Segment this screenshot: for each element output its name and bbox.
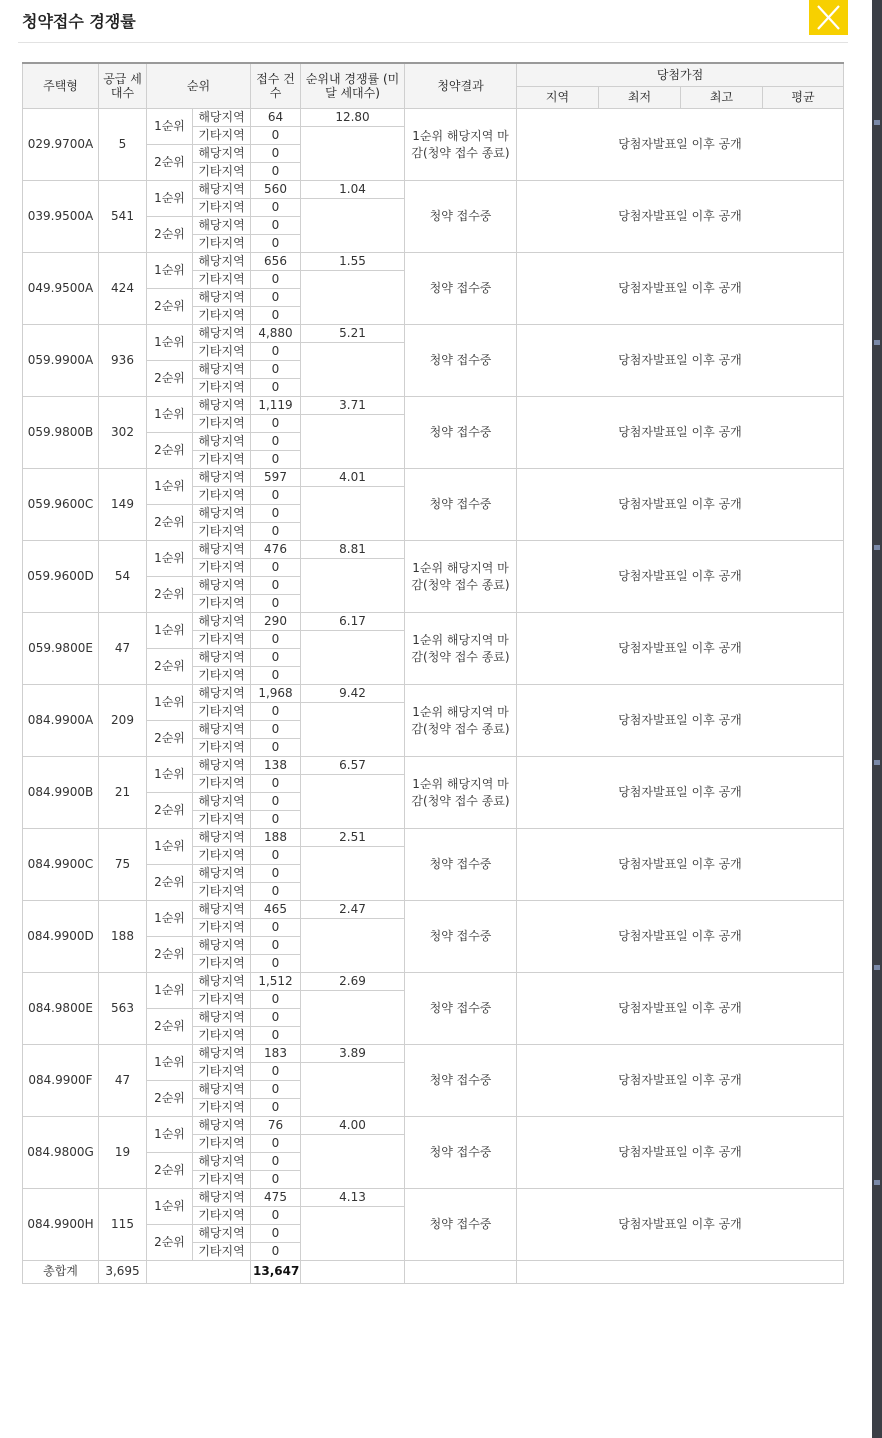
competition-ratio: 8.81	[301, 541, 405, 559]
rank-2-label: 2순위	[147, 793, 193, 829]
count-rank2-local: 0	[251, 577, 301, 595]
area-local: 해당지역	[193, 469, 251, 487]
ratio-empty	[301, 1207, 405, 1261]
count-rank2-other: 0	[251, 379, 301, 397]
housing-type: 059.9900A	[23, 325, 99, 397]
count-rank2-local: 0	[251, 505, 301, 523]
supply-count: 115	[99, 1189, 147, 1261]
area-other: 기타지역	[193, 163, 251, 181]
supply-count: 188	[99, 901, 147, 973]
winning-score-note: 당첨자발표일 이후 공개	[517, 181, 844, 253]
title-divider	[18, 42, 848, 43]
area-local: 해당지역	[193, 217, 251, 235]
area-other: 기타지역	[193, 1171, 251, 1189]
table-row	[23, 397, 844, 415]
competition-ratio: 4.13	[301, 1189, 405, 1207]
area-local: 해당지역	[193, 901, 251, 919]
winning-score-note: 당첨자발표일 이후 공개	[517, 685, 844, 757]
winning-score-note: 당첨자발표일 이후 공개	[517, 1189, 844, 1261]
housing-type: 084.9800G	[23, 1117, 99, 1189]
area-other: 기타지역	[193, 415, 251, 433]
count-rank1-local: 1,512	[251, 973, 301, 991]
competition-ratio: 4.01	[301, 469, 405, 487]
count-rank2-other: 0	[251, 1171, 301, 1189]
ratio-empty	[301, 487, 405, 541]
count-rank2-other: 0	[251, 667, 301, 685]
table-row	[23, 1189, 844, 1207]
ratio-empty	[301, 919, 405, 973]
count-rank1-other: 0	[251, 1207, 301, 1225]
area-other: 기타지역	[193, 631, 251, 649]
rank-1-label: 1순위	[147, 901, 193, 937]
rank-1-label: 1순위	[147, 253, 193, 289]
rank-1-label: 1순위	[147, 829, 193, 865]
area-other: 기타지역	[193, 1135, 251, 1153]
area-local: 해당지역	[193, 1117, 251, 1135]
area-other: 기타지역	[193, 559, 251, 577]
supply-count: 936	[99, 325, 147, 397]
housing-type: 084.9800E	[23, 973, 99, 1045]
area-local: 해당지역	[193, 1009, 251, 1027]
competition-ratio: 6.17	[301, 613, 405, 631]
rank-2-label: 2순위	[147, 433, 193, 469]
area-other: 기타지역	[193, 271, 251, 289]
area-other: 기타지역	[193, 235, 251, 253]
table-row	[23, 1045, 844, 1063]
area-other: 기타지역	[193, 739, 251, 757]
area-other: 기타지역	[193, 127, 251, 145]
header-rank: 순위	[147, 63, 251, 109]
ratio-empty	[301, 559, 405, 613]
table-row	[23, 613, 844, 631]
area-other: 기타지역	[193, 1063, 251, 1081]
rank-1-label: 1순위	[147, 1117, 193, 1153]
total-ratio-empty	[301, 1261, 405, 1284]
supply-count: 47	[99, 1045, 147, 1117]
count-rank2-local: 0	[251, 937, 301, 955]
area-local: 해당지역	[193, 361, 251, 379]
supply-count: 209	[99, 685, 147, 757]
count-rank2-other: 0	[251, 1099, 301, 1117]
area-local: 해당지역	[193, 649, 251, 667]
area-other: 기타지역	[193, 1099, 251, 1117]
area-other: 기타지역	[193, 595, 251, 613]
table-row	[23, 757, 844, 775]
subscription-result: 1순위 해당지역 마감(청약 접수 종료)	[405, 613, 517, 685]
total-score-empty	[517, 1261, 844, 1284]
rank-2-label: 2순위	[147, 361, 193, 397]
count-rank2-local: 0	[251, 289, 301, 307]
rank-2-label: 2순위	[147, 289, 193, 325]
winning-score-note: 당첨자발표일 이후 공개	[517, 829, 844, 901]
ratio-empty	[301, 703, 405, 757]
rank-2-label: 2순위	[147, 1081, 193, 1117]
housing-type: 084.9900B	[23, 757, 99, 829]
count-rank1-local: 64	[251, 109, 301, 127]
count-rank2-local: 0	[251, 433, 301, 451]
area-other: 기타지역	[193, 703, 251, 721]
rank-2-label: 2순위	[147, 217, 193, 253]
count-rank1-local: 475	[251, 1189, 301, 1207]
rank-2-label: 2순위	[147, 937, 193, 973]
subscription-result: 청약 접수중	[405, 253, 517, 325]
subscription-result: 청약 접수중	[405, 325, 517, 397]
count-rank2-local: 0	[251, 361, 301, 379]
area-other: 기타지역	[193, 343, 251, 361]
area-local: 해당지역	[193, 613, 251, 631]
count-rank2-local: 0	[251, 1225, 301, 1243]
total-applicants: 13,647	[251, 1261, 301, 1284]
supply-count: 563	[99, 973, 147, 1045]
area-local: 해당지역	[193, 577, 251, 595]
rank-2-label: 2순위	[147, 1153, 193, 1189]
area-local: 해당지역	[193, 541, 251, 559]
area-other: 기타지역	[193, 451, 251, 469]
subscription-result: 1순위 해당지역 마감(청약 접수 종료)	[405, 109, 517, 181]
table-row	[23, 109, 844, 127]
table-body	[23, 109, 844, 1261]
table-row	[23, 541, 844, 559]
rank-2-label: 2순위	[147, 1009, 193, 1045]
area-other: 기타지역	[193, 667, 251, 685]
housing-type: 084.9900C	[23, 829, 99, 901]
competition-ratio: 9.42	[301, 685, 405, 703]
count-rank2-local: 0	[251, 1009, 301, 1027]
housing-type: 059.9800E	[23, 613, 99, 685]
count-rank2-local: 0	[251, 865, 301, 883]
rank-2-label: 2순위	[147, 145, 193, 181]
housing-type: 049.9500A	[23, 253, 99, 325]
area-other: 기타지역	[193, 379, 251, 397]
count-rank2-other: 0	[251, 1243, 301, 1261]
header-result: 청약결과	[405, 63, 517, 109]
count-rank2-other: 0	[251, 1027, 301, 1045]
count-rank2-other: 0	[251, 955, 301, 973]
housing-type: 059.9600D	[23, 541, 99, 613]
table-row	[23, 325, 844, 343]
ratio-empty	[301, 199, 405, 253]
area-other: 기타지역	[193, 919, 251, 937]
winning-score-note: 당첨자발표일 이후 공개	[517, 469, 844, 541]
count-rank1-local: 290	[251, 613, 301, 631]
modal-title: 청약접수 경쟁률	[22, 12, 136, 31]
rank-2-label: 2순위	[147, 1225, 193, 1261]
count-rank1-other: 0	[251, 127, 301, 145]
area-local: 해당지역	[193, 793, 251, 811]
header-applicants: 접수 건수	[251, 63, 301, 109]
housing-type: 084.9900A	[23, 685, 99, 757]
area-local: 해당지역	[193, 145, 251, 163]
rank-1-label: 1순위	[147, 973, 193, 1009]
winning-score-note: 당첨자발표일 이후 공개	[517, 397, 844, 469]
winning-score-note: 당첨자발표일 이후 공개	[517, 325, 844, 397]
count-rank1-local: 560	[251, 181, 301, 199]
table-row	[23, 1117, 844, 1135]
count-rank1-local: 1,968	[251, 685, 301, 703]
subscription-result: 청약 접수중	[405, 829, 517, 901]
subscription-result: 청약 접수중	[405, 1189, 517, 1261]
housing-type: 059.9600C	[23, 469, 99, 541]
rank-2-label: 2순위	[147, 577, 193, 613]
rank-2-label: 2순위	[147, 649, 193, 685]
header-min: 최저	[599, 87, 681, 109]
competition-ratio: 2.47	[301, 901, 405, 919]
ratio-empty	[301, 775, 405, 829]
area-local: 해당지역	[193, 253, 251, 271]
total-label: 총합계	[23, 1261, 99, 1284]
ratio-empty	[301, 847, 405, 901]
subscription-result: 청약 접수중	[405, 1117, 517, 1189]
count-rank1-local: 656	[251, 253, 301, 271]
housing-type: 039.9500A	[23, 181, 99, 253]
ratio-empty	[301, 343, 405, 397]
count-rank1-other: 0	[251, 1135, 301, 1153]
rank-1-label: 1순위	[147, 613, 193, 649]
supply-count: 19	[99, 1117, 147, 1189]
supply-count: 424	[99, 253, 147, 325]
area-local: 해당지역	[193, 829, 251, 847]
supply-count: 47	[99, 613, 147, 685]
area-local: 해당지역	[193, 865, 251, 883]
count-rank1-other: 0	[251, 775, 301, 793]
housing-type: 084.9900D	[23, 901, 99, 973]
subscription-result: 1순위 해당지역 마감(청약 접수 종료)	[405, 685, 517, 757]
count-rank1-local: 4,880	[251, 325, 301, 343]
total-result-empty	[405, 1261, 517, 1284]
area-other: 기타지역	[193, 991, 251, 1009]
competition-ratio: 1.04	[301, 181, 405, 199]
count-rank1-other: 0	[251, 487, 301, 505]
supply-count: 5	[99, 109, 147, 181]
table-row	[23, 901, 844, 919]
competition-ratio: 3.89	[301, 1045, 405, 1063]
subscription-result: 청약 접수중	[405, 397, 517, 469]
close-button[interactable]	[809, 0, 848, 35]
housing-type: 029.9700A	[23, 109, 99, 181]
count-rank1-other: 0	[251, 271, 301, 289]
rank-1-label: 1순위	[147, 325, 193, 361]
header-type: 주택형	[23, 63, 99, 109]
table-row	[23, 253, 844, 271]
count-rank2-other: 0	[251, 883, 301, 901]
count-rank1-other: 0	[251, 919, 301, 937]
count-rank1-other: 0	[251, 847, 301, 865]
winning-score-note: 당첨자발표일 이후 공개	[517, 1117, 844, 1189]
count-rank1-other: 0	[251, 415, 301, 433]
ratio-empty	[301, 1135, 405, 1189]
count-rank2-local: 0	[251, 1153, 301, 1171]
area-local: 해당지역	[193, 325, 251, 343]
table-row	[23, 469, 844, 487]
ratio-empty	[301, 631, 405, 685]
count-rank2-other: 0	[251, 523, 301, 541]
count-rank1-other: 0	[251, 343, 301, 361]
competition-ratio: 2.51	[301, 829, 405, 847]
count-rank2-local: 0	[251, 1081, 301, 1099]
header-ratio: 순위내 경쟁률 (미달 세대수)	[301, 63, 405, 109]
count-rank1-local: 138	[251, 757, 301, 775]
supply-count: 54	[99, 541, 147, 613]
count-rank2-other: 0	[251, 307, 301, 325]
winning-score-note: 당첨자발표일 이후 공개	[517, 613, 844, 685]
competition-ratio: 3.71	[301, 397, 405, 415]
winning-score-note: 당첨자발표일 이후 공개	[517, 1045, 844, 1117]
rank-1-label: 1순위	[147, 757, 193, 793]
count-rank1-other: 0	[251, 1063, 301, 1081]
area-local: 해당지역	[193, 1081, 251, 1099]
housing-type: 059.9800B	[23, 397, 99, 469]
area-other: 기타지역	[193, 1243, 251, 1261]
count-rank1-other: 0	[251, 631, 301, 649]
area-local: 해당지역	[193, 721, 251, 739]
count-rank1-other: 0	[251, 991, 301, 1009]
count-rank2-local: 0	[251, 145, 301, 163]
count-rank1-local: 597	[251, 469, 301, 487]
subscription-result: 청약 접수중	[405, 973, 517, 1045]
subscription-result: 청약 접수중	[405, 901, 517, 973]
header-avg: 평균	[763, 87, 844, 109]
area-local: 해당지역	[193, 973, 251, 991]
winning-score-note: 당첨자발표일 이후 공개	[517, 109, 844, 181]
rank-2-label: 2순위	[147, 505, 193, 541]
area-local: 해당지역	[193, 937, 251, 955]
subscription-result: 청약 접수중	[405, 1045, 517, 1117]
competition-ratio: 2.69	[301, 973, 405, 991]
count-rank1-local: 1,119	[251, 397, 301, 415]
housing-type: 084.9900F	[23, 1045, 99, 1117]
supply-count: 541	[99, 181, 147, 253]
header-max: 최고	[681, 87, 763, 109]
supply-count: 302	[99, 397, 147, 469]
count-rank2-other: 0	[251, 451, 301, 469]
area-local: 해당지역	[193, 433, 251, 451]
total-row	[23, 1261, 844, 1284]
count-rank1-other: 0	[251, 703, 301, 721]
area-other: 기타지역	[193, 523, 251, 541]
count-rank1-other: 0	[251, 559, 301, 577]
rank-1-label: 1순위	[147, 1045, 193, 1081]
ratio-empty	[301, 271, 405, 325]
total-supply: 3,695	[99, 1261, 147, 1284]
rank-1-label: 1순위	[147, 109, 193, 145]
count-rank2-other: 0	[251, 163, 301, 181]
area-other: 기타지역	[193, 1027, 251, 1045]
area-local: 해당지역	[193, 1153, 251, 1171]
count-rank1-other: 0	[251, 199, 301, 217]
winning-score-note: 당첨자발표일 이후 공개	[517, 541, 844, 613]
count-rank2-other: 0	[251, 811, 301, 829]
area-local: 해당지역	[193, 505, 251, 523]
header-region: 지역	[517, 87, 599, 109]
count-rank1-local: 465	[251, 901, 301, 919]
table-row	[23, 685, 844, 703]
subscription-result: 청약 접수중	[405, 469, 517, 541]
area-local: 해당지역	[193, 685, 251, 703]
competition-ratio: 5.21	[301, 325, 405, 343]
rank-2-label: 2순위	[147, 865, 193, 901]
area-other: 기타지역	[193, 307, 251, 325]
area-local: 해당지역	[193, 1045, 251, 1063]
winning-score-note: 당첨자발표일 이후 공개	[517, 253, 844, 325]
count-rank1-local: 183	[251, 1045, 301, 1063]
table-row	[23, 829, 844, 847]
supply-count: 149	[99, 469, 147, 541]
winning-score-note: 당첨자발표일 이후 공개	[517, 757, 844, 829]
count-rank2-local: 0	[251, 217, 301, 235]
count-rank2-other: 0	[251, 235, 301, 253]
area-local: 해당지역	[193, 1189, 251, 1207]
count-rank2-other: 0	[251, 595, 301, 613]
area-other: 기타지역	[193, 487, 251, 505]
ratio-empty	[301, 1063, 405, 1117]
ratio-empty	[301, 415, 405, 469]
count-rank2-local: 0	[251, 721, 301, 739]
rank-1-label: 1순위	[147, 1189, 193, 1225]
competition-ratio: 6.57	[301, 757, 405, 775]
rank-2-label: 2순위	[147, 721, 193, 757]
page-edge-scrollbar	[872, 0, 882, 1438]
ratio-empty	[301, 127, 405, 181]
total-rank-empty	[147, 1261, 251, 1284]
count-rank1-local: 188	[251, 829, 301, 847]
subscription-result: 1순위 해당지역 마감(청약 접수 종료)	[405, 757, 517, 829]
area-other: 기타지역	[193, 199, 251, 217]
subscription-result: 1순위 해당지역 마감(청약 접수 종료)	[405, 541, 517, 613]
count-rank2-local: 0	[251, 649, 301, 667]
count-rank1-local: 76	[251, 1117, 301, 1135]
area-other: 기타지역	[193, 955, 251, 973]
competition-ratio: 4.00	[301, 1117, 405, 1135]
count-rank1-local: 476	[251, 541, 301, 559]
header-score: 당첨가점	[517, 63, 844, 87]
ratio-empty	[301, 991, 405, 1045]
area-local: 해당지역	[193, 109, 251, 127]
area-local: 해당지역	[193, 289, 251, 307]
rank-1-label: 1순위	[147, 469, 193, 505]
area-local: 해당지역	[193, 757, 251, 775]
rank-1-label: 1순위	[147, 397, 193, 433]
rank-1-label: 1순위	[147, 685, 193, 721]
table-row	[23, 181, 844, 199]
winning-score-note: 당첨자발표일 이후 공개	[517, 973, 844, 1045]
table-row	[23, 973, 844, 991]
area-local: 해당지역	[193, 397, 251, 415]
area-other: 기타지역	[193, 883, 251, 901]
area-other: 기타지역	[193, 847, 251, 865]
rank-1-label: 1순위	[147, 181, 193, 217]
housing-type: 084.9900H	[23, 1189, 99, 1261]
rank-1-label: 1순위	[147, 541, 193, 577]
winning-score-note: 당첨자발표일 이후 공개	[517, 901, 844, 973]
competition-ratio: 1.55	[301, 253, 405, 271]
area-other: 기타지역	[193, 775, 251, 793]
count-rank2-other: 0	[251, 739, 301, 757]
area-local: 해당지역	[193, 181, 251, 199]
count-rank2-local: 0	[251, 793, 301, 811]
competition-rate-table	[22, 62, 844, 1284]
area-local: 해당지역	[193, 1225, 251, 1243]
close-icon	[809, 0, 848, 35]
area-other: 기타지역	[193, 811, 251, 829]
header-supply: 공급 세대수	[99, 63, 147, 109]
competition-ratio: 12.80	[301, 109, 405, 127]
supply-count: 21	[99, 757, 147, 829]
supply-count: 75	[99, 829, 147, 901]
area-other: 기타지역	[193, 1207, 251, 1225]
subscription-result: 청약 접수중	[405, 181, 517, 253]
